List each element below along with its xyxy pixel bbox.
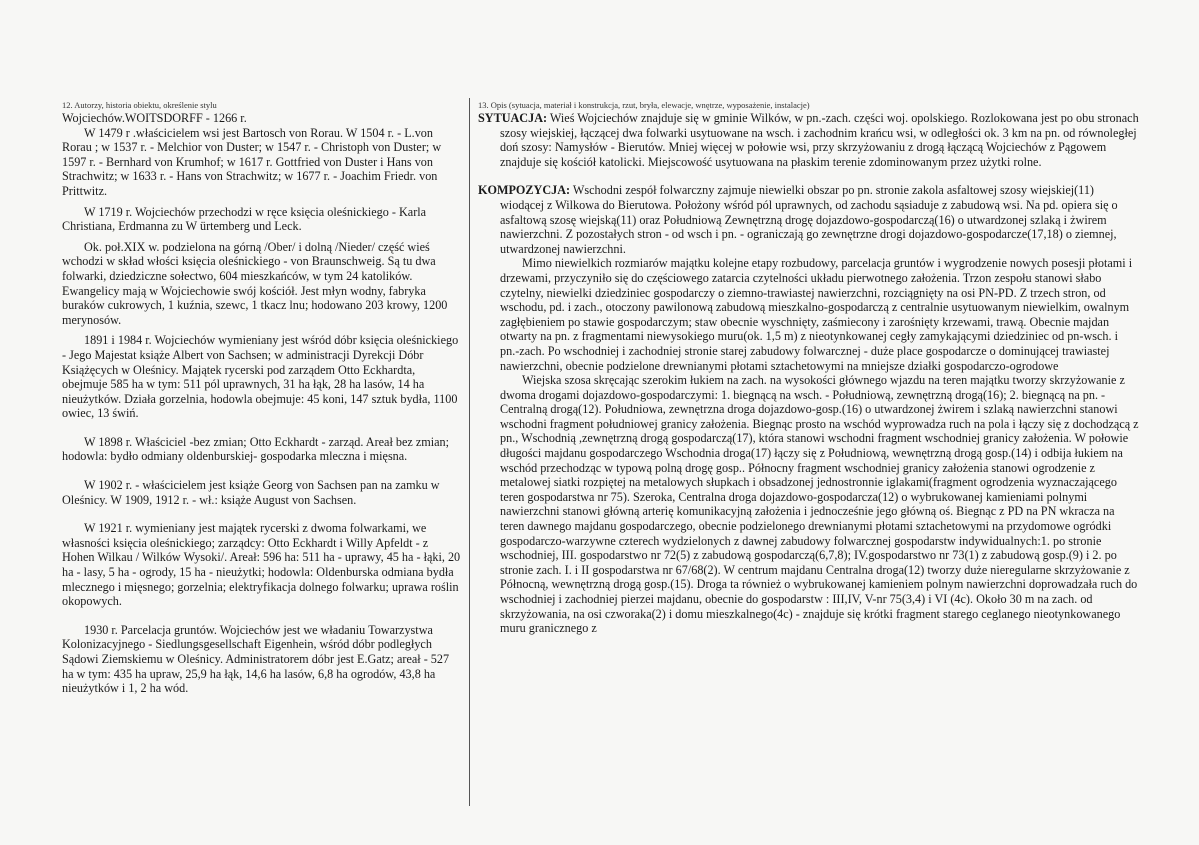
column-divider — [469, 98, 470, 806]
history-paragraph: 1930 r. Parcelacja gruntów. Wojciechów jest we władaniu Towarzystwa Kolonizacyjnego - Siedlungsgesellschaft Eigenhein, wśród dóbr podległych Sądowi Ziemskiemu w Oleśnicy. Administratorem dóbr jest E.Gatz; areał - 527 ha w tym: 435 ha upraw, 25,9 ha łąk, 14,6 ha lasów, 6,8 ha ogrodów, 43,8 ha nieużytków i 1, 2 ha wód. — [62, 622, 450, 696]
section-13-header: 13. Opis (sytuacja, materiał i konstrukcja, rzut, bryła, elewacje, wnętrze, wyposażenie, instalacje) — [478, 100, 810, 110]
history-paragraph: W 1898 r. Właściciel -bez zmian; Otto Eckhardt - zarząd. Areał bez zmian; hodowla: bydło odmiany oldenburskiej- gospodarka mleczna i mięsna. — [62, 434, 450, 464]
kompozycja-label: KOMPOZYCJA: — [478, 183, 571, 198]
description-paragraph: Mimo niewielkich rozmiarów majątku kolejne etapy rozbudowy, parcelacja gruntów i wygrodzenie nowych posesji płotami i drzewami, przyczyniło się do częściowego zatarcia czytelności układu pierwotnego założenia. Trzon zespołu stanowi słabo czytelny, niewielki dziedziniec gospodarczy o ziemno-trawiastej nawierzchni, rozciągnięty na osi PN-PD. Z trzech stron, od wschodu, pd. i zach., otoczony pawilonową zabudową mieszkalno-gospodarczą z centralnie usytuowanym niewielkim, owalnym zagłębieniem po stawie gospodarczym; staw obecnie wyschnięty, zaśmiecony i zarośnięty krzewami, trawą. Obecnie majdan otwarty na pn. z fragmentami niewysokiego muru(ok. 1,5 m) z nieotynkowanej cegły zamykającymi dziedziniec od pn-wsch. i pn.-zach. Po wschodniej i zachodniej stronie starej zabudowy folwarcznej - duże place gospodarcze o dominującej trawiastej nawierzchni, obecnie podzielone drewnianymi płotami sztachetowymi na mniejsze działki gospodarczo-ogrodowe — [500, 256, 1133, 373]
sytuacja-paragraph — [478, 111, 1140, 169]
history-paragraph: Ok. poł.XIX w. podzielona na górną /Ober/ i dolną /Nieder/ część wieś wchodzi w skład włości księcia oleśnickiego - von Braunschweig. Są tu dwa folwarki, dziedziczne sołectwo, 604 mieszkańców, w tym 24 katolików. Ewangelicy mają w Wojciechowie swój kościół. Jest młyn wodny, fabryka buraków cukrowych, 1 kuźnia, szewc, 1 tkacz lnu; hodowano 203 krowy, 1200 merynosów. — [62, 239, 448, 327]
history-paragraph: W 1921 r. wymieniany jest majątek rycerski z dwoma folwarkami, we własności księcia oleśnickiego; zarządcy: Otto Eckhardt i Willy Apfeldt - z Hohen Wilkau / Wilków Wysoki/. Areał: 596 ha: 511 ha - uprawy, 45 ha - łąki, 20 ha - lasy, 5 ha - ogrody, 15 ha - nieużytki; hodowla: Oldenburska odmiana bydła mlecznego i mięsnego; gorzelnia; elektryfikacja dolnego folwarku; uprawa roślin okopowych. — [62, 521, 461, 609]
kompozycja-paragraph — [478, 183, 1140, 256]
kompozycja-text: Wschodni zespół folwarczny zajmuje niewielki obszar po pn. stronie zakola asfaltowej szosy wiejskiej(11) wiodącej z Wilkowa do Bierutowa. Położony wśród pól uprawnych, od zachodu sąsiaduje z zabudową wsi. Na pd. opiera się o asfaltową szosę wiejską(11) oraz Południową Zewnętrzną drogę dojazdowo-gospodarczą(16) o utwardzonej szlaką i żwirem nawierzchni. Z pozostałych stron - od wsch i pn. - ograniczają go zewnętrzne drogi dojazdowo-gospodarcze(17,18) o ziemnej, utwardzonej nawierzchni. — [500, 183, 1118, 256]
description-paragraph: Wiejska szosa skręcając szerokim łukiem na zach. na wysokości głównego wjazdu na teren majątku tworzy skrzyżowanie z dwoma drogami dojazdowo-gospodarczymi: 1. biegnącą na wsch. - Południową, zewnętrzną drogą(16); 2. biegnącą na pn. - Centralną drogą(12). Południowa, zewnętrzna droga dojazdowo-gosp.(16) o utwardzonej żwirem i szlaką nawierzchni stanowi wschodni fragment południowej granicy założenia. Biegnąc prosto na wschód wyprowadza ruch na pola i łączy się z dochodzącą z pn., Wschodnią ,zewnętrzną drogą gospodarczą(17), która stanowi wschodni fragment wschodniej granicy założenia. W połowie długości majdanu gospodarczego Wschodnia droga(17) łączy się z Południową, wewnętrzną drogą gosp.(14) i odbija łukiem na wschód przechodząc w typową polną drogę gosp.. Północny fragment wschodniej granicy założenia stanowi ogrodzenie z metalowej siatki rozpiętej na metalowych słupkach i obsadzonej jednostronnie iglakami(fragment ogrodzenia wyznaczającego teren gospodarstwa nr 75). Szeroka, Centralna droga dojazdowo-gospodarcza(12) o wybrukowanej kamieniami polnymi nawierzchni stanowi główną arterię komunikacyjną założenia i jednocześnie jego główną oś. Biegnąc z PD na PN wkracza na teren dawnego majdanu gospodarczego, obecnie podzielonego drewnianymi płotami sztachetowymi na przydomowe ogródki gospodarczo-warzywne czterech wydzielonych z dawnej zabudowy folwarcznej gospodarstw indywidualnych:1. po stronie wschodniej, III. gospodarstwo nr 72(5) z zabudową gospodarczą(6,7,8); IV.gospodarstwo nr 73(1) z zabudową gosp.(9) i 2. po stronie zach. I. i II gospodarstwa nr 67/68(2). W centrum majdanu Centralna droga(12) tworzy duże nieregularne skrzyżowanie z Północną, wewnętrzną drogą gosp.(15). Droga ta również o wybrukowanej kamieniem polnym nawierzchni doprowadzała ruch do wschodniej i zachodniej pierzei majdanu, obecnie do gospodarstw : III,IV, V-nr 75(3,4) i VI (4c). Około 30 m na zach. od skrzyżowania, na osi czworaka(2) i domu mieszkalnego(4c) - znajduje się krótki fragment starego ceglanego nieotynkowanego muru granicznego z — [500, 373, 1139, 636]
history-column — [62, 100, 462, 696]
section-12-header: 12. Autorzy, historia obiektu, określenie stylu — [62, 100, 217, 110]
sytuacja-text: Wieś Wojciechów znajduje się w gminie Wilków, w pn.-zach. części woj. opolskiego. Rozlokowana jest po obu stronach szosy wiejskiej, łączącej dwa folwarki usytuowane na wsch. i zachodnim krańcu wsi, w odległości ok. 3 km na pn. od równoległej doń szosy: Namysłów - Bierutów. Mniej więcej w połowie wsi, przy skrzyżowaniu z drogą łączącą Wojciechów z Pągowem znajduje się kościół katolicki. Miejscowość usytuowana na płaskim terenie zdominowanym przez użytki rolne. — [500, 111, 1139, 169]
sytuacja-label: SYTUACJA: — [478, 111, 548, 125]
history-paragraph: W 1479 r .właścicielem wsi jest Bartosch von Rorau. W 1504 r. - L.von Rorau ; w 1537 r. - Melchior von Duster; w 1547 r. - Christoph von Duster; w 1597 r. - Bernhard von Krumhof; w 1617 r. Gottfried von Duster i Hans von Strachwitz; w 1633 r. - Hans von Strachwitz; w 1677 r. - Joachim Friedr. von Prittwitz. — [62, 125, 442, 198]
village-title: Wojciechów.WOITSDORFF - 1266 r. — [62, 111, 247, 125]
description-column — [478, 100, 1140, 636]
history-paragraph: W 1902 r. - właścicielem jest książe Georg von Sachsen pan na zamku w Oleśnicy. W 1909, 1912 r. - wł.: książe August von Sachsen. — [62, 478, 440, 507]
history-paragraph: W 1719 r. Wojciechów przechodzi w ręce księcia oleśnickiego - Karla Christiana, Erdmanna zu W ürtemberg und Leck. — [62, 204, 427, 234]
history-paragraph: 1891 i 1984 r. Wojciechów wymieniany jest wśród dóbr księcia oleśnickiego - Jego Majestat książe Albert von Sachsen; w administracji Dyrekcji Dóbr Książęcych w Oleśnicy. Majątek rycerski pod zarządem Otto Eckhardta, obejmuje 585 ha w tym: 511 pól uprawnych, 31 ha łąk, 28 ha lasów, 14 ha nieużytków. Działa gorzelnia, hodowla obejmuje: 45 koni, 147 sztuk bydła, 1100 owiec, 13 świń. — [62, 333, 459, 421]
